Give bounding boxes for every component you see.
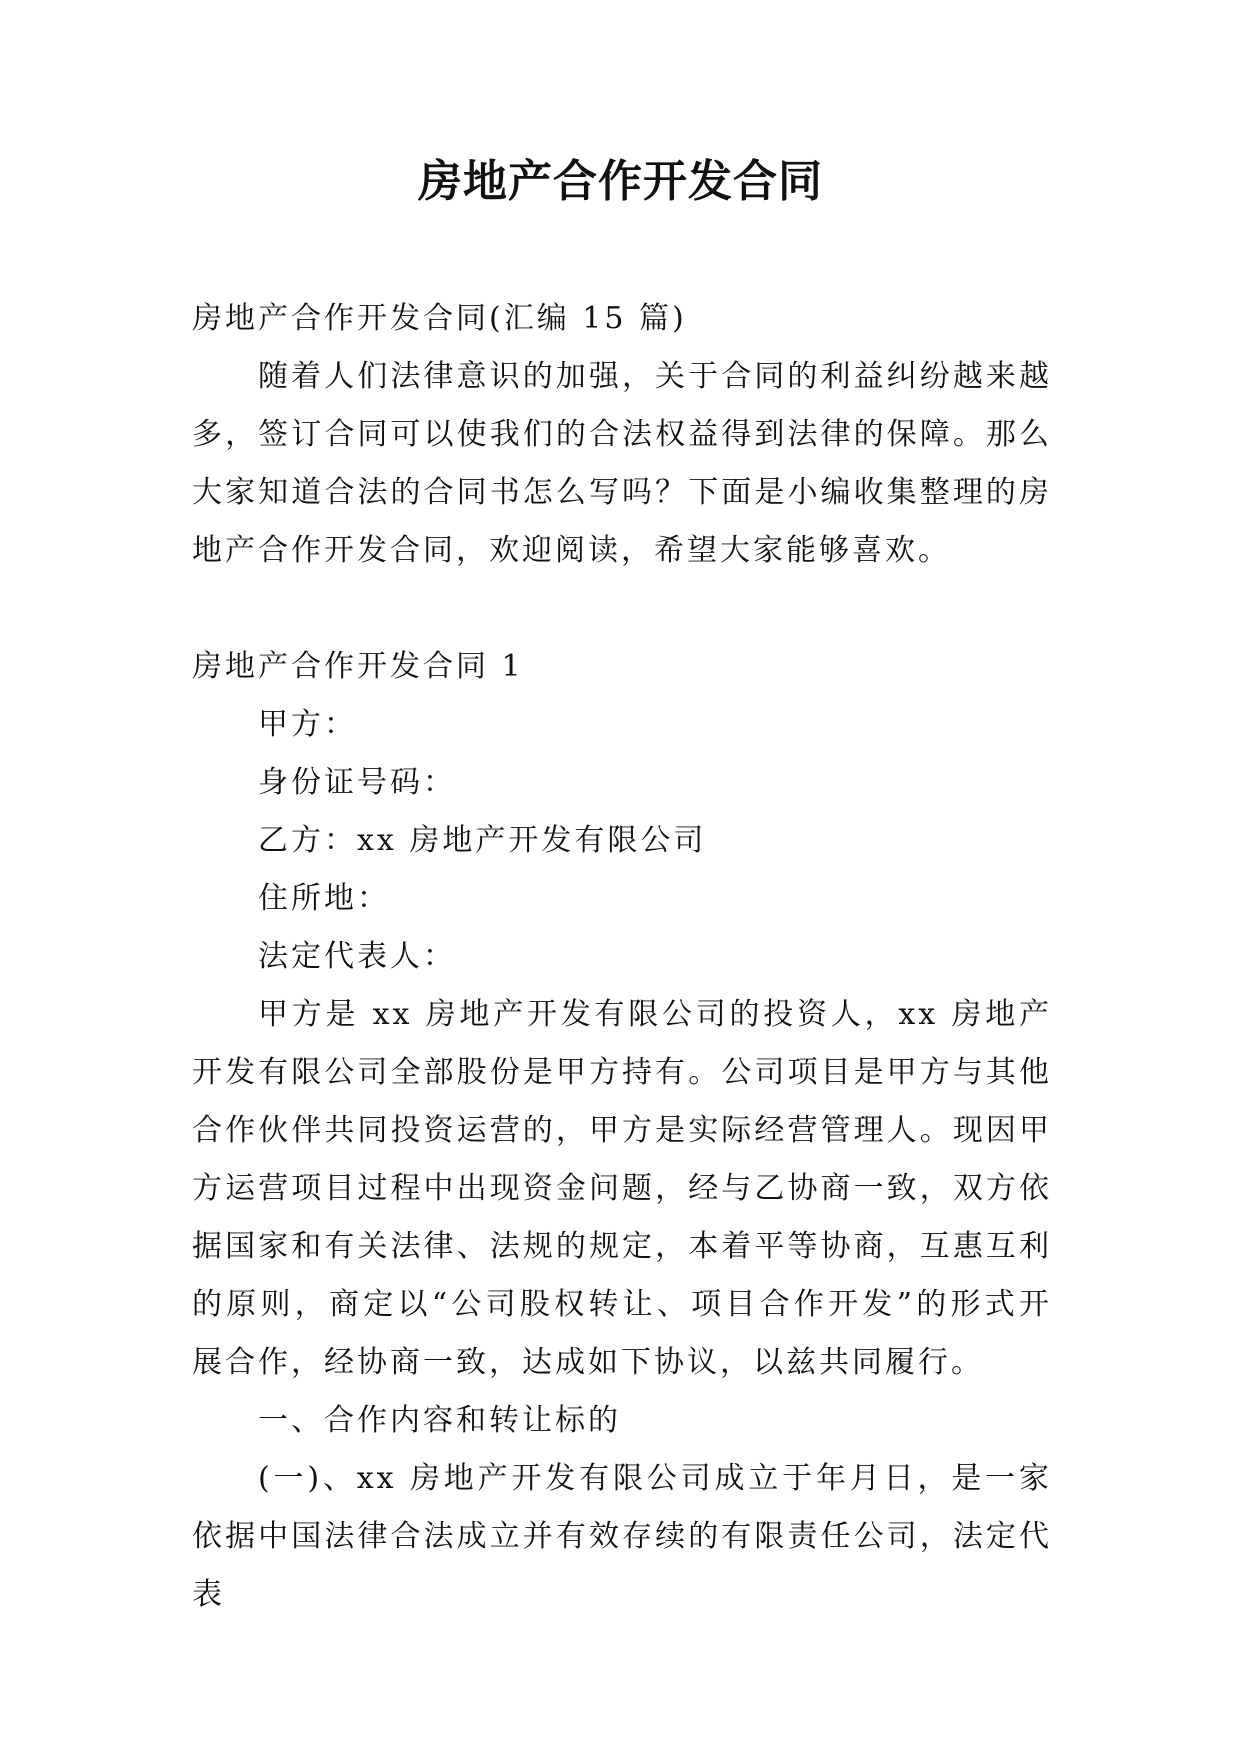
document-body (192, 290, 1052, 1624)
document-subtitle: 房地产合作开发合同(汇编 15 篇) (192, 301, 687, 336)
intro-paragraph: 随着人们法律意识的加强，关于合同的利益纠纷越来越多，签订合同可以使我们的合法权益得到法律的保障。那么大家知道合法的合同书怎么写吗？下面是小编收集整理的房地产合作开发合同，欢迎阅读，希望大家能够喜欢。 (192, 359, 1052, 568)
party-b-line: 乙方：xx 房地产开发有限公司 (258, 823, 707, 858)
legal-rep-line: 法定代表人： (258, 939, 456, 974)
address-line: 住所地： (258, 881, 390, 916)
document-title: 房地产合作开发合同 (418, 156, 823, 207)
preamble-paragraph: 甲方是 xx 房地产开发有限公司的投资人，xx 房地产开发有限公司全部股份是甲方持有。公司项目是甲方与其他合作伙伴共同投资运营的，甲方是实际经营管理人。现因甲方运营项目过程中出现资金问题，经与乙协商一致，双方依据国家和有关法律、法规的规定，本着平等协商，互惠互利的原则，商定以“公司股权转让、项目合作开发”的形式开展合作，经协商一致，达成如下协议，以兹共同履行。 (192, 997, 1052, 1380)
section-heading: 房地产合作开发合同 1 (192, 649, 524, 684)
paragraph-gap (192, 580, 1052, 638)
party-a-line: 甲方： (258, 707, 357, 742)
clause-1-title: 一、合作内容和转让标的 (258, 1403, 621, 1438)
clause-1-item-1: (一)、xx 房地产开发有限公司成立于年月日，是一家依据中国法律合法成立并有效存续的有限责任公司，法定代表 (192, 1461, 1052, 1612)
id-number-line: 身份证号码： (258, 765, 456, 800)
